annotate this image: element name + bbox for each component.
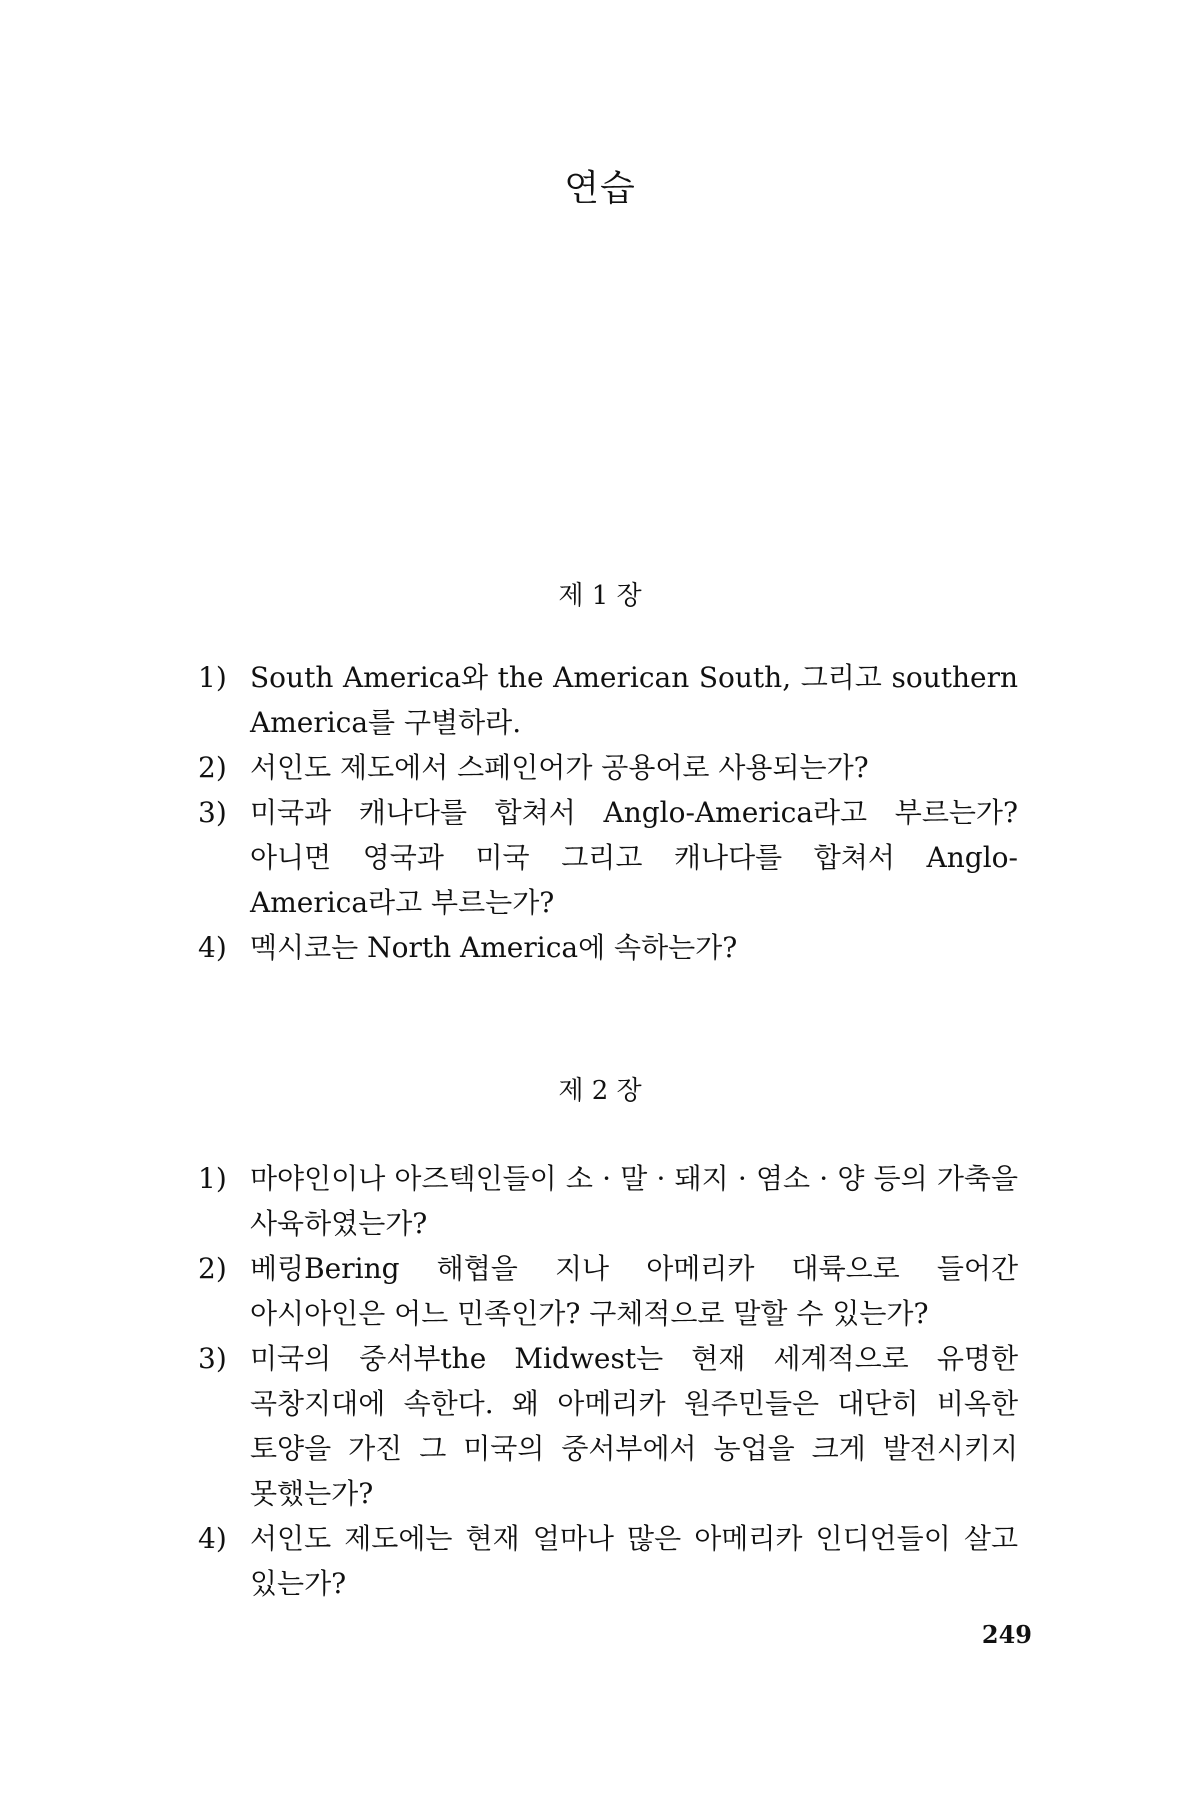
question-number: 4): [198, 1522, 227, 1555]
question-item: [198, 1336, 1018, 1516]
question-number: 3): [198, 796, 227, 829]
question-item: [198, 1156, 1018, 1246]
chapter-1-questions: [198, 655, 1018, 970]
question-text: 서인도 제도에는 현재 얼마나 많은 아메리카 인디언들이 살고 있는가?: [250, 1522, 1018, 1600]
chapter-2-heading: 제 2 장: [558, 1076, 642, 1106]
question-number: 3): [198, 1342, 227, 1375]
question-item: [198, 745, 1018, 790]
question-item: [198, 790, 1018, 925]
question-text: 서인도 제도에서 스페인어가 공용어로 사용되는가?: [250, 751, 869, 784]
question-item: [198, 1516, 1018, 1606]
question-text: 미국의 중서부the Midwest는 현재 세계적으로 유명한 곡창지대에 속한다. 왜 아메리카 원주민들은 대단히 비옥한 토양을 가진 그 미국의 중서부에서 농업을 크게 발전시키지 못했는가?: [250, 1342, 1018, 1510]
question-text: 마야인이나 아즈텍인들이 소 · 말 · 돼지 · 염소 · 양 등의 가축을 사육하였는가?: [250, 1162, 1018, 1240]
question-number: 2): [198, 751, 227, 784]
question-text: 멕시코는 North America에 속하는가?: [250, 931, 738, 964]
question-text: 베링Bering 해협을 지나 아메리카 대륙으로 들어간 아시아인은 어느 민족인가? 구체적으로 말할 수 있는가?: [250, 1252, 1018, 1330]
question-text: 미국과 캐나다를 합쳐서 Anglo-America라고 부르는가? 아니면 영국과 미국 그리고 캐나다를 합쳐서 Anglo-America라고 부르는가?: [250, 796, 1018, 919]
question-item: [198, 655, 1018, 745]
question-text: South America와 the American South, 그리고 southern America를 구별하라.: [250, 661, 1018, 739]
question-number: 1): [198, 661, 227, 694]
question-item: [198, 1246, 1018, 1336]
question-number: 4): [198, 931, 227, 964]
page-number: 249: [981, 1620, 1032, 1649]
question-number: 1): [198, 1162, 227, 1195]
page-title: 연습: [564, 168, 636, 209]
question-item: [198, 925, 1018, 970]
chapter-2-questions: [198, 1156, 1018, 1606]
question-number: 2): [198, 1252, 227, 1285]
chapter-1-heading: 제 1 장: [558, 581, 642, 611]
